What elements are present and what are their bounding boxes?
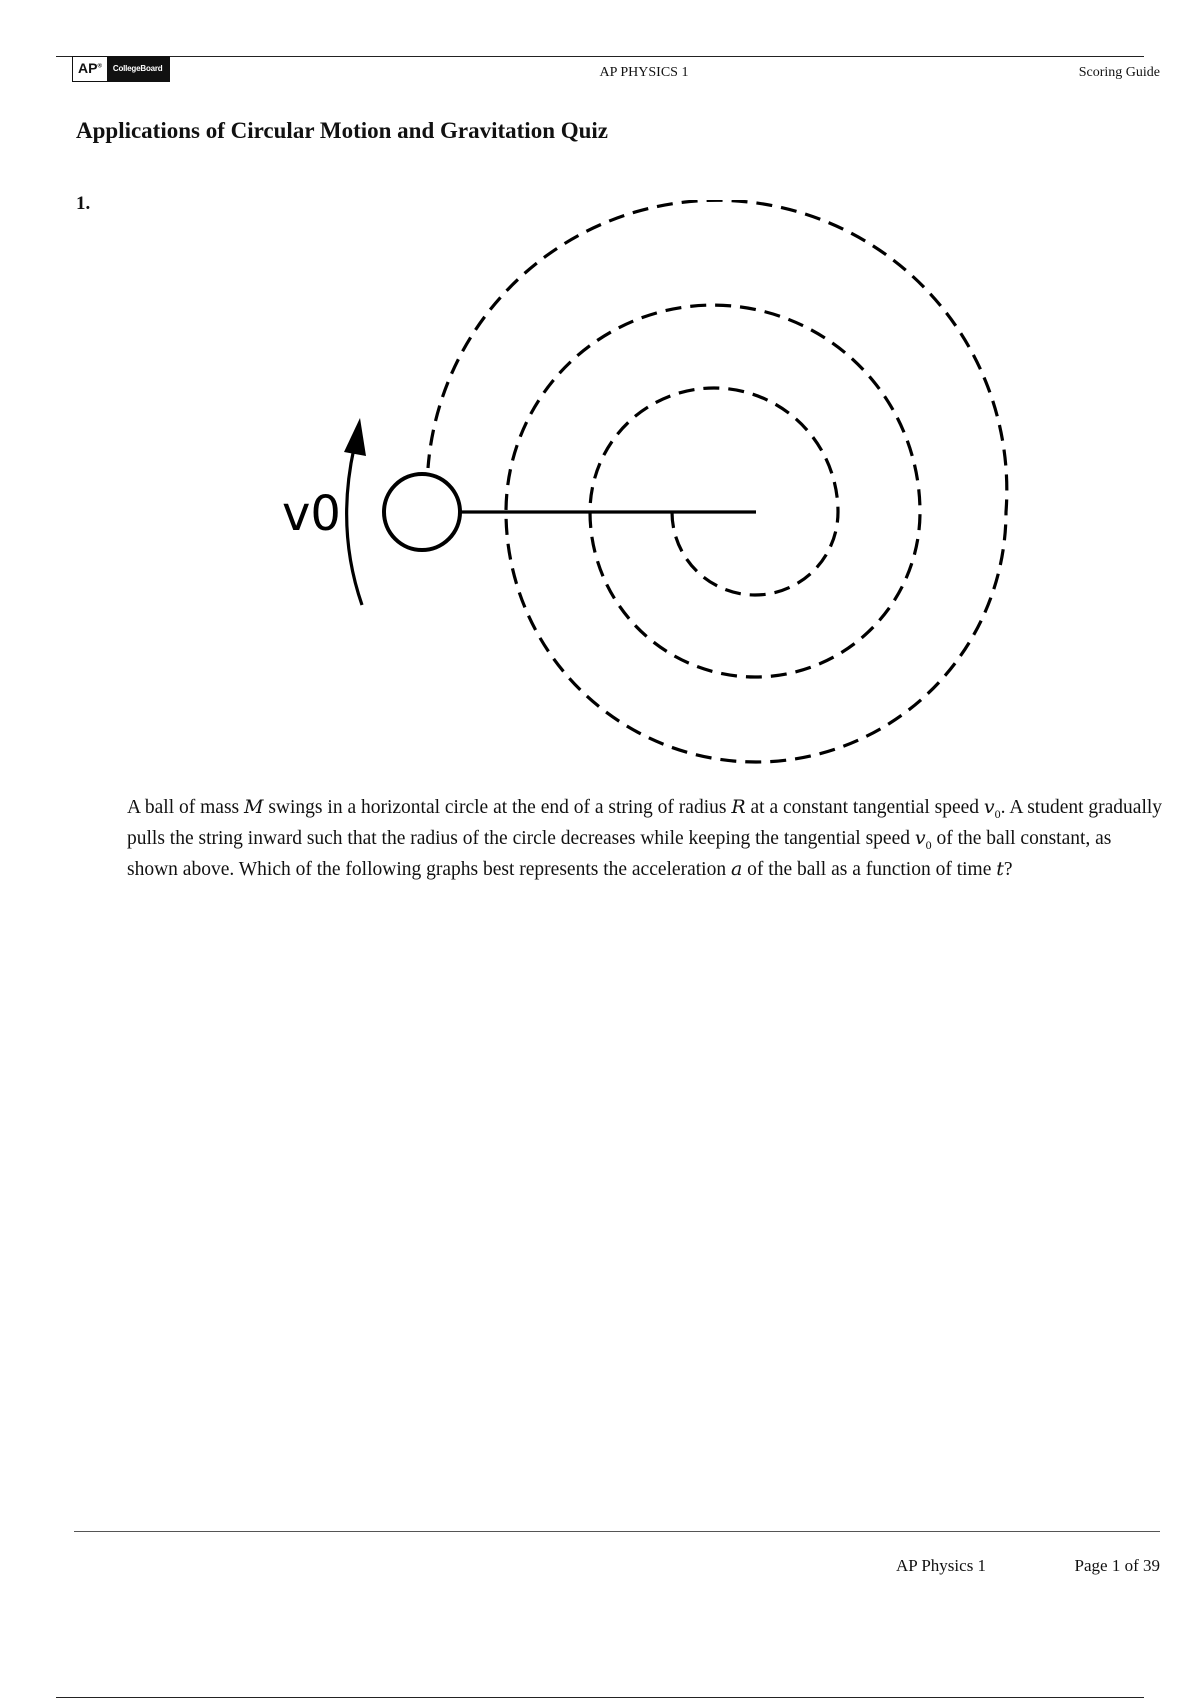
arrow-head-icon xyxy=(344,418,366,456)
velocity-label: v0 xyxy=(282,486,341,542)
footer-rule xyxy=(74,1531,1160,1532)
logo-collegeboard: CollegeBoard xyxy=(107,57,170,81)
spiral-path xyxy=(428,200,1007,762)
velocity-arrow xyxy=(347,448,362,605)
page-bottom-rule xyxy=(56,1697,1144,1698)
header-rule xyxy=(56,56,1144,57)
page-title: Applications of Circular Motion and Gravitation Quiz xyxy=(76,118,609,143)
spiral-figure xyxy=(250,200,1030,780)
question-number: 1. xyxy=(76,193,91,214)
header-guide: Scoring Guide xyxy=(1078,65,1160,80)
footer-course: AP Physics 1 xyxy=(896,1556,987,1575)
logo-ap: AP® xyxy=(73,57,107,81)
question-prompt: A ball of mass M swings in a horizontal circle at the end of a string of radius R at a constant tangential speed $v_0$. A student gradually pulls the string inward such that the radius of the circle decreases while keeping the tangential speed $v_0$ of the ball constant, as shown above. Which of the following graphs best represents the acceleration a of the ball as a function of time t? xyxy=(127,796,1163,880)
header-course: AP PHYSICS 1 xyxy=(599,65,689,80)
page-number: Page 1 of 39 xyxy=(1074,1556,1160,1575)
ball xyxy=(384,474,460,550)
